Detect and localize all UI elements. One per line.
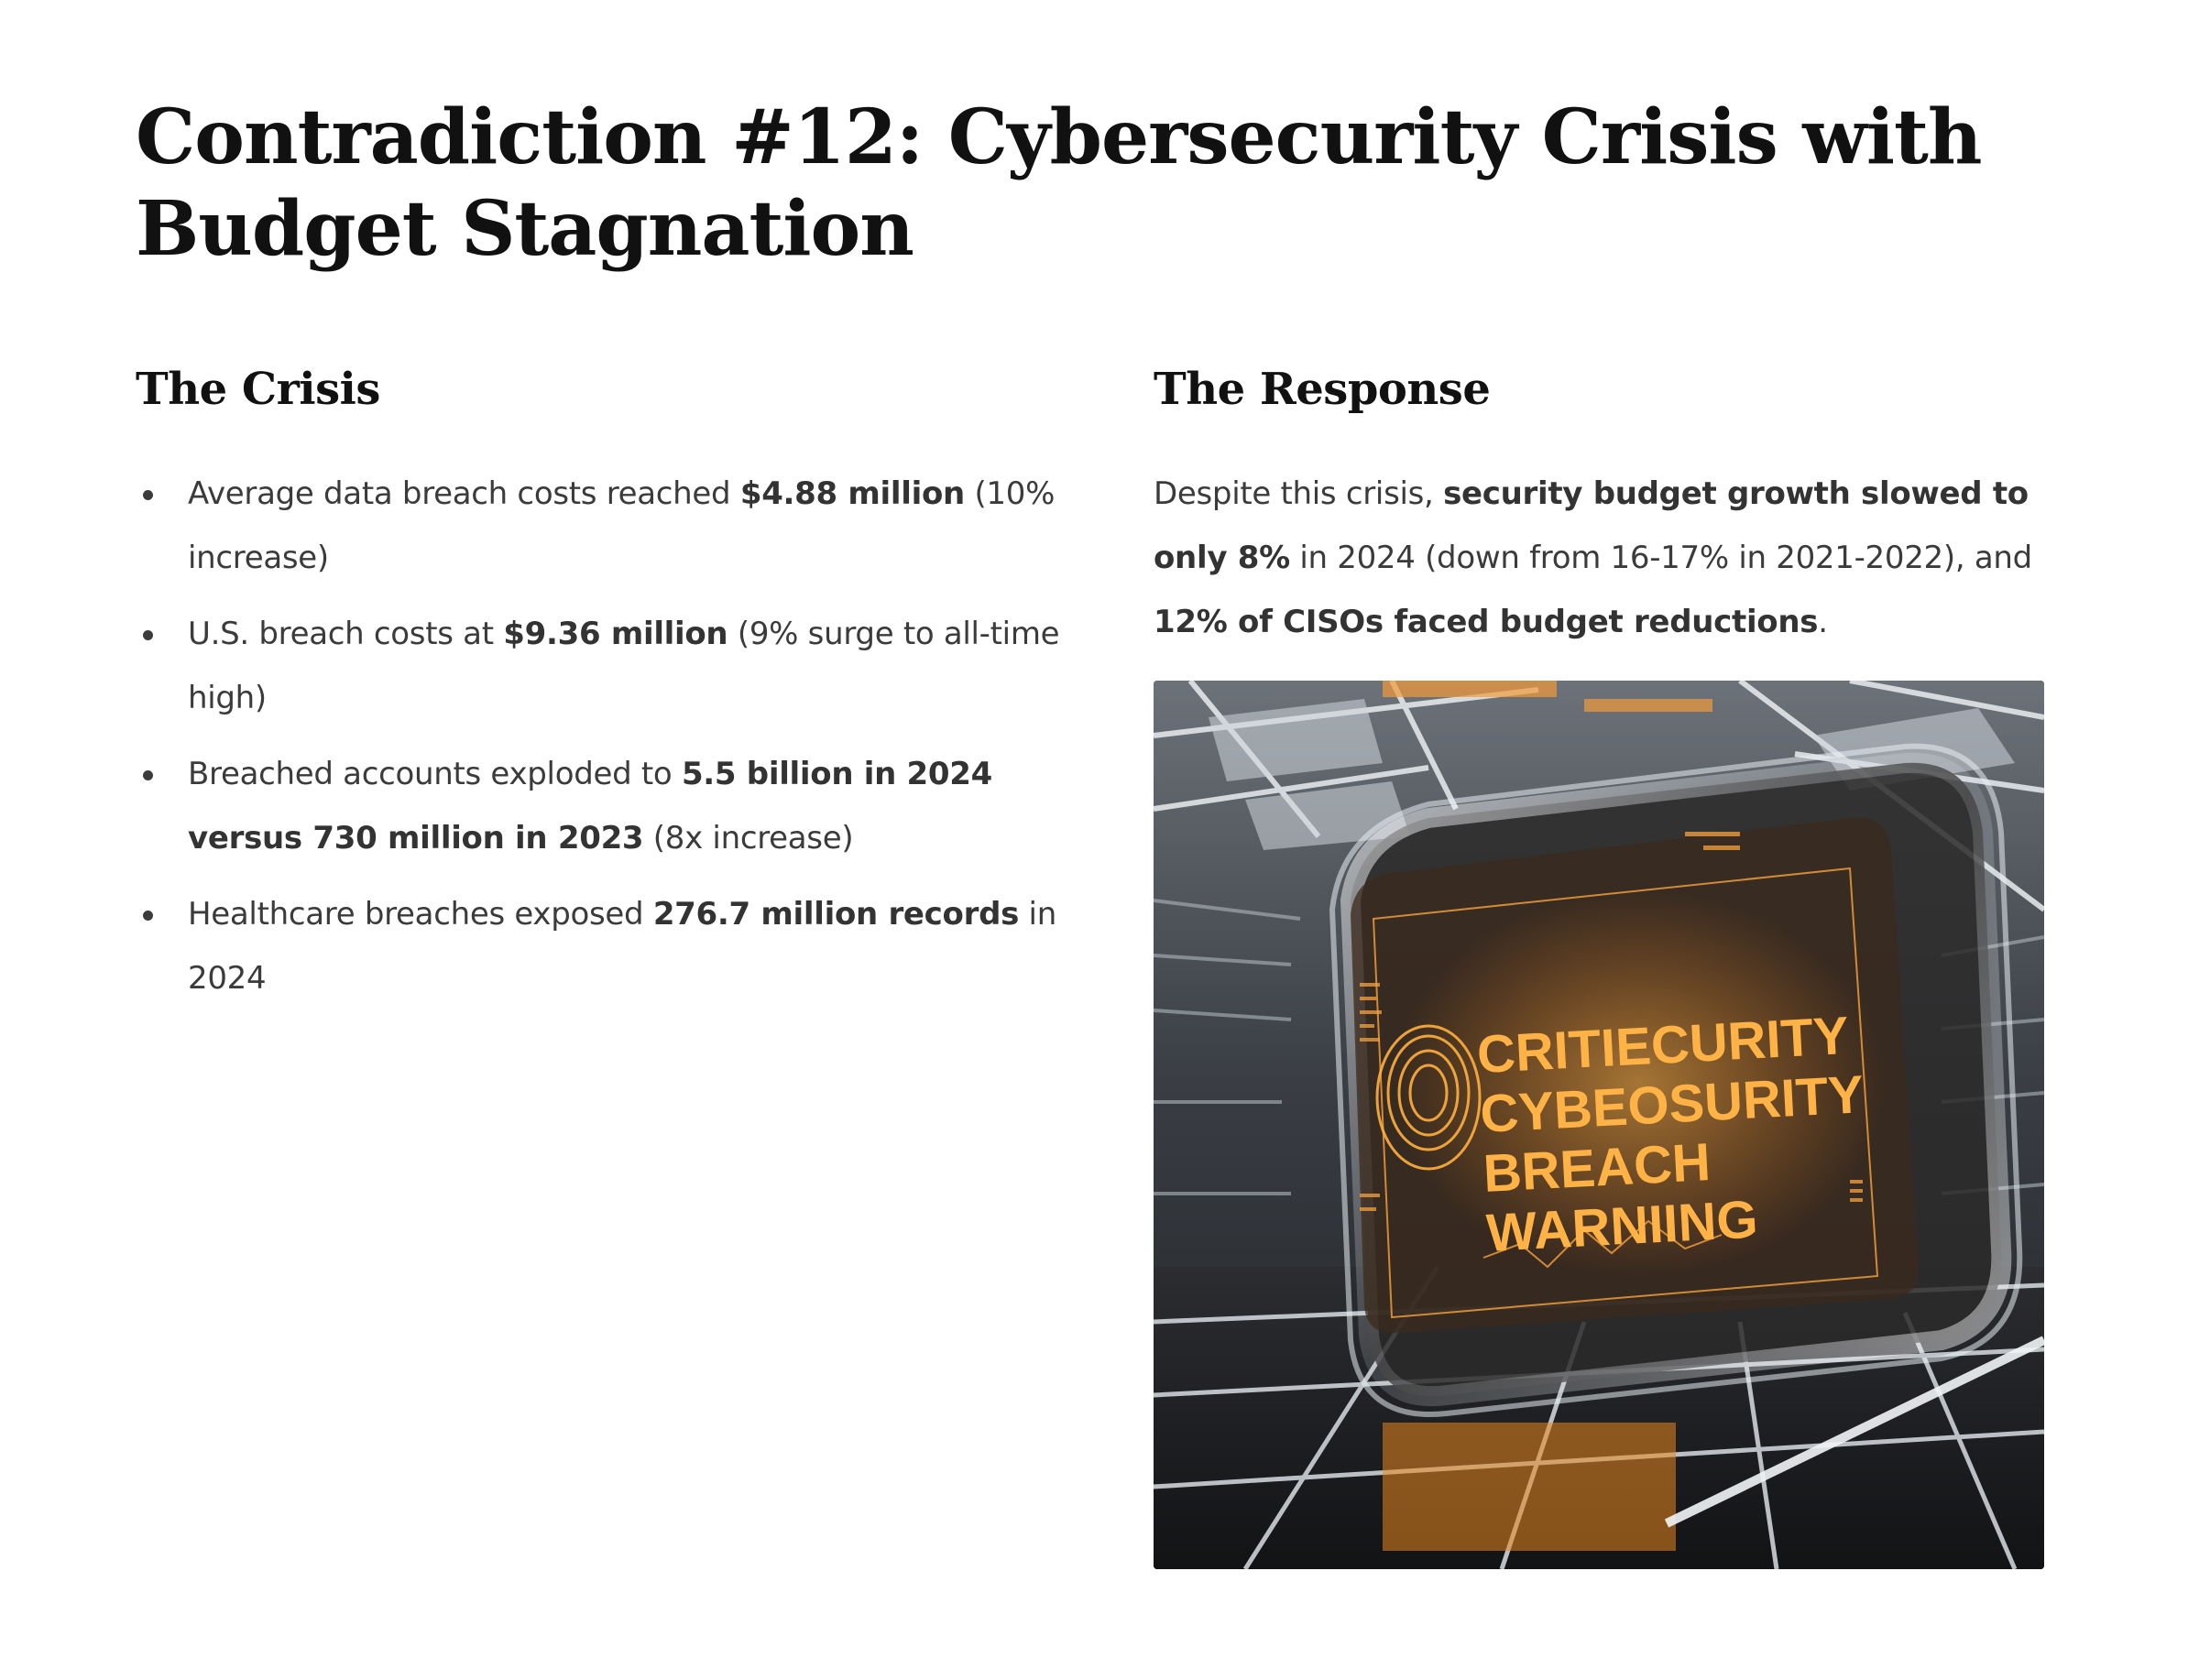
bullet-icon	[143, 630, 153, 640]
item-text: U.S. breach costs at	[188, 616, 504, 652]
list-item	[136, 882, 1079, 1010]
cybersecurity-illustration	[1154, 681, 2044, 1569]
response-paragraph	[1154, 462, 2061, 654]
response-highlight: 12% of CISOs faced budget reductions	[1154, 604, 1819, 640]
list-item	[136, 602, 1079, 730]
item-text: (10% increase)	[188, 475, 1056, 576]
page-title: Contradiction #12: Cybersecurity Crisis with Budget Stagnation	[136, 93, 1982, 273]
item-text: Healthcare breaches exposed	[188, 896, 653, 933]
bullet-icon	[143, 911, 153, 921]
list-item	[136, 462, 1079, 590]
response-heading: The Response	[1154, 364, 1491, 415]
list-item	[136, 742, 1079, 870]
response-text: in 2024 (down from 16-17% in 2021-2022), and	[1289, 540, 2032, 576]
response-highlight: security budget growth slowed to only 8%	[1154, 475, 2029, 576]
item-text: Breached accounts exploded to	[188, 756, 682, 792]
item-highlight: $9.36 million	[503, 616, 728, 652]
response-column	[1154, 357, 2061, 654]
screen-line: CYBEOSURITY	[1478, 1064, 1865, 1145]
item-highlight: 276.7 million records	[652, 896, 1020, 933]
screen-line: BREACH	[1482, 1132, 1712, 1204]
response-text: .	[1818, 604, 1828, 640]
response-text: Despite this crisis,	[1154, 475, 1444, 512]
bullet-icon	[143, 770, 153, 780]
item-highlight: 5.5 billion in 2024 versus 730 million in 2023	[188, 756, 992, 856]
crisis-heading: The Crisis	[136, 364, 380, 415]
item-highlight: $4.88 million	[739, 475, 965, 512]
item-text: in 2024	[188, 896, 1056, 997]
screen-line: CRITIECURITY	[1475, 1005, 1851, 1085]
bullet-icon	[143, 490, 153, 500]
screen-line: WARNIING	[1484, 1189, 1760, 1263]
item-text: (8x increase)	[643, 820, 854, 856]
crisis-column	[136, 357, 1079, 1022]
item-text: (9% surge to all-time high)	[188, 616, 1060, 716]
item-text: Average data breach costs reached	[188, 475, 740, 512]
crisis-list	[136, 462, 1079, 1010]
